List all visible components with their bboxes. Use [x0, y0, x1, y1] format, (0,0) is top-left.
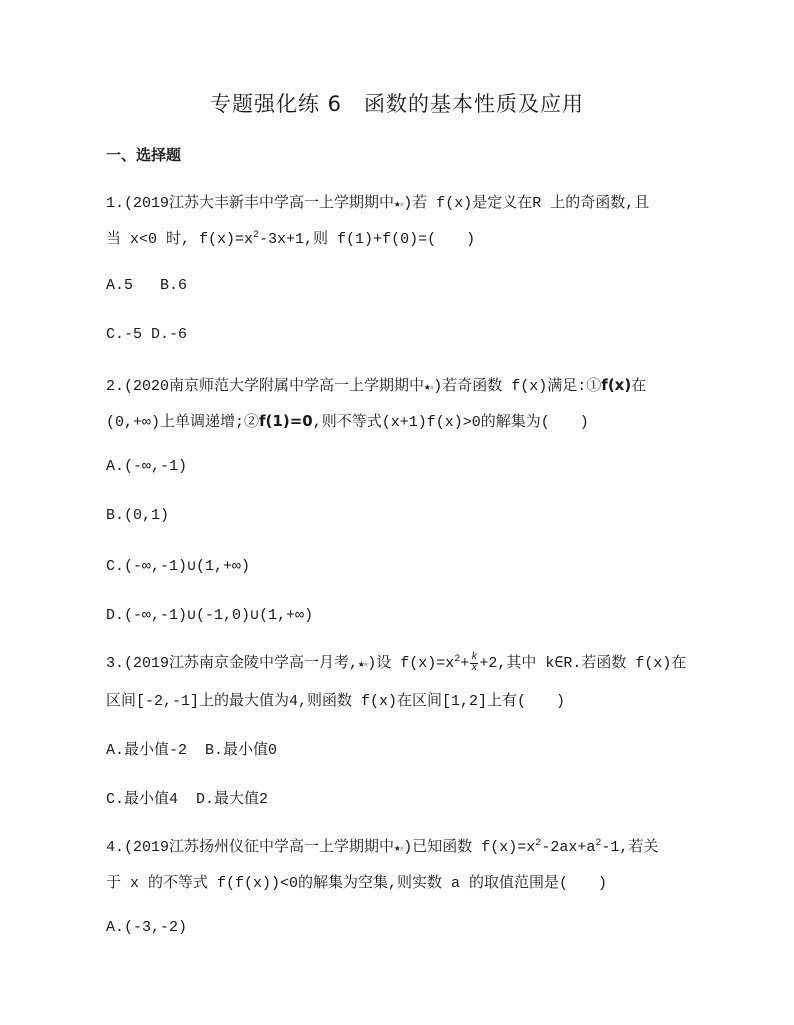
q2-line-2: (0,+∞)上单调递增;②f(1)=0,则不等式(x+1)f(x)>0的解集为( ): [106, 412, 589, 431]
q3-options-row-1: [106, 738, 277, 759]
q1-options-row-2: [106, 326, 187, 343]
q1-options-row-1: [106, 277, 187, 294]
difficulty-star-icon: ★★: [394, 199, 404, 211]
q2-line-1: 2.(2020南京师范大学附属中学高一上学期期中★★)若奇函数 f(x)满足:①f(x)在: [106, 376, 647, 395]
q3-line-1: 3.(2019江苏南京金陵中学高一月考,★★)设 $f(x)=x^2+$ $\frac{k}{x}$ +2,其中 k∈R.若函数 f(x)在: [106, 651, 687, 674]
q2-option-c: C.(-∞,-1)∪(1,+∞): [106, 558, 251, 575]
q3-option-b: B.最小值0: [205, 742, 278, 759]
q4-option-a: A.(-3,-2): [106, 919, 188, 936]
q2-option-a: A.(-∞,-1): [106, 458, 188, 475]
q1-line-1: [106, 191, 649, 212]
section-heading: 一、选择题: [106, 146, 182, 164]
q3-option-a: A.最小值-2: [106, 742, 188, 759]
q4-line-1: 4.(2019江苏扬州仪征中学高一上学期期中★★)已知函数 $f(x)=x^2-2ax+a^2-1$,若关: [106, 838, 659, 856]
q2-number: 2.: [106, 378, 125, 395]
q3-option-d: D.最大值2: [196, 791, 269, 808]
difficulty-star-icon: ★★: [358, 659, 368, 671]
q3-number: 3.: [106, 655, 125, 672]
q4-source: (2019江苏扬州仪征中学高一上学期期中: [124, 839, 395, 856]
q1-stem: )若 f(x)是定义在R 上的奇函数,且: [403, 195, 650, 212]
q2-option-b: B.(0,1): [106, 507, 170, 524]
fraction-k-over-x: $\frac{k}{x}$: [471, 651, 478, 674]
page-title: 专题强化练 6 函数的基本性质及应用: [209, 92, 585, 116]
q3-line-2: 区间[-2,-1]上的最大值为4,则函数 f(x)在区间[1,2]上有( ): [106, 693, 566, 710]
q1-option-c: C.-5: [106, 326, 143, 343]
q3-options-row-2: [106, 787, 268, 808]
q2-option-d: D.(-∞,-1)∪(-1,0)∪(1,+∞): [106, 607, 314, 624]
q3-option-c: C.最小值4: [106, 791, 179, 808]
q1-line-2: 当 x<0 时, $f(x)=x^2-3x+1$,则 f(1)+f(0)=( ): [106, 230, 476, 248]
q2-source: (2020南京师范大学附属中学高一上学期期中: [124, 378, 425, 395]
difficulty-star-icon: ★★: [424, 382, 434, 394]
q1-source: (2019江苏大丰新丰中学高一上学期期中: [124, 195, 395, 212]
q1-option-a: A.5: [106, 277, 134, 294]
q1-option-b: B.6: [160, 277, 188, 294]
q1-number: 1.: [106, 195, 125, 212]
q4-line-2: 于 x 的不等式 f(f(x))<0的解集为空集,则实数 a 的取值范围是( ): [106, 875, 608, 892]
q1-option-d: D.-6: [151, 326, 188, 343]
difficulty-star-icon: ★★: [394, 843, 404, 855]
q4-number: 4.: [106, 839, 125, 856]
q3-source: (2019江苏南京金陵中学高一月考,: [124, 655, 359, 672]
